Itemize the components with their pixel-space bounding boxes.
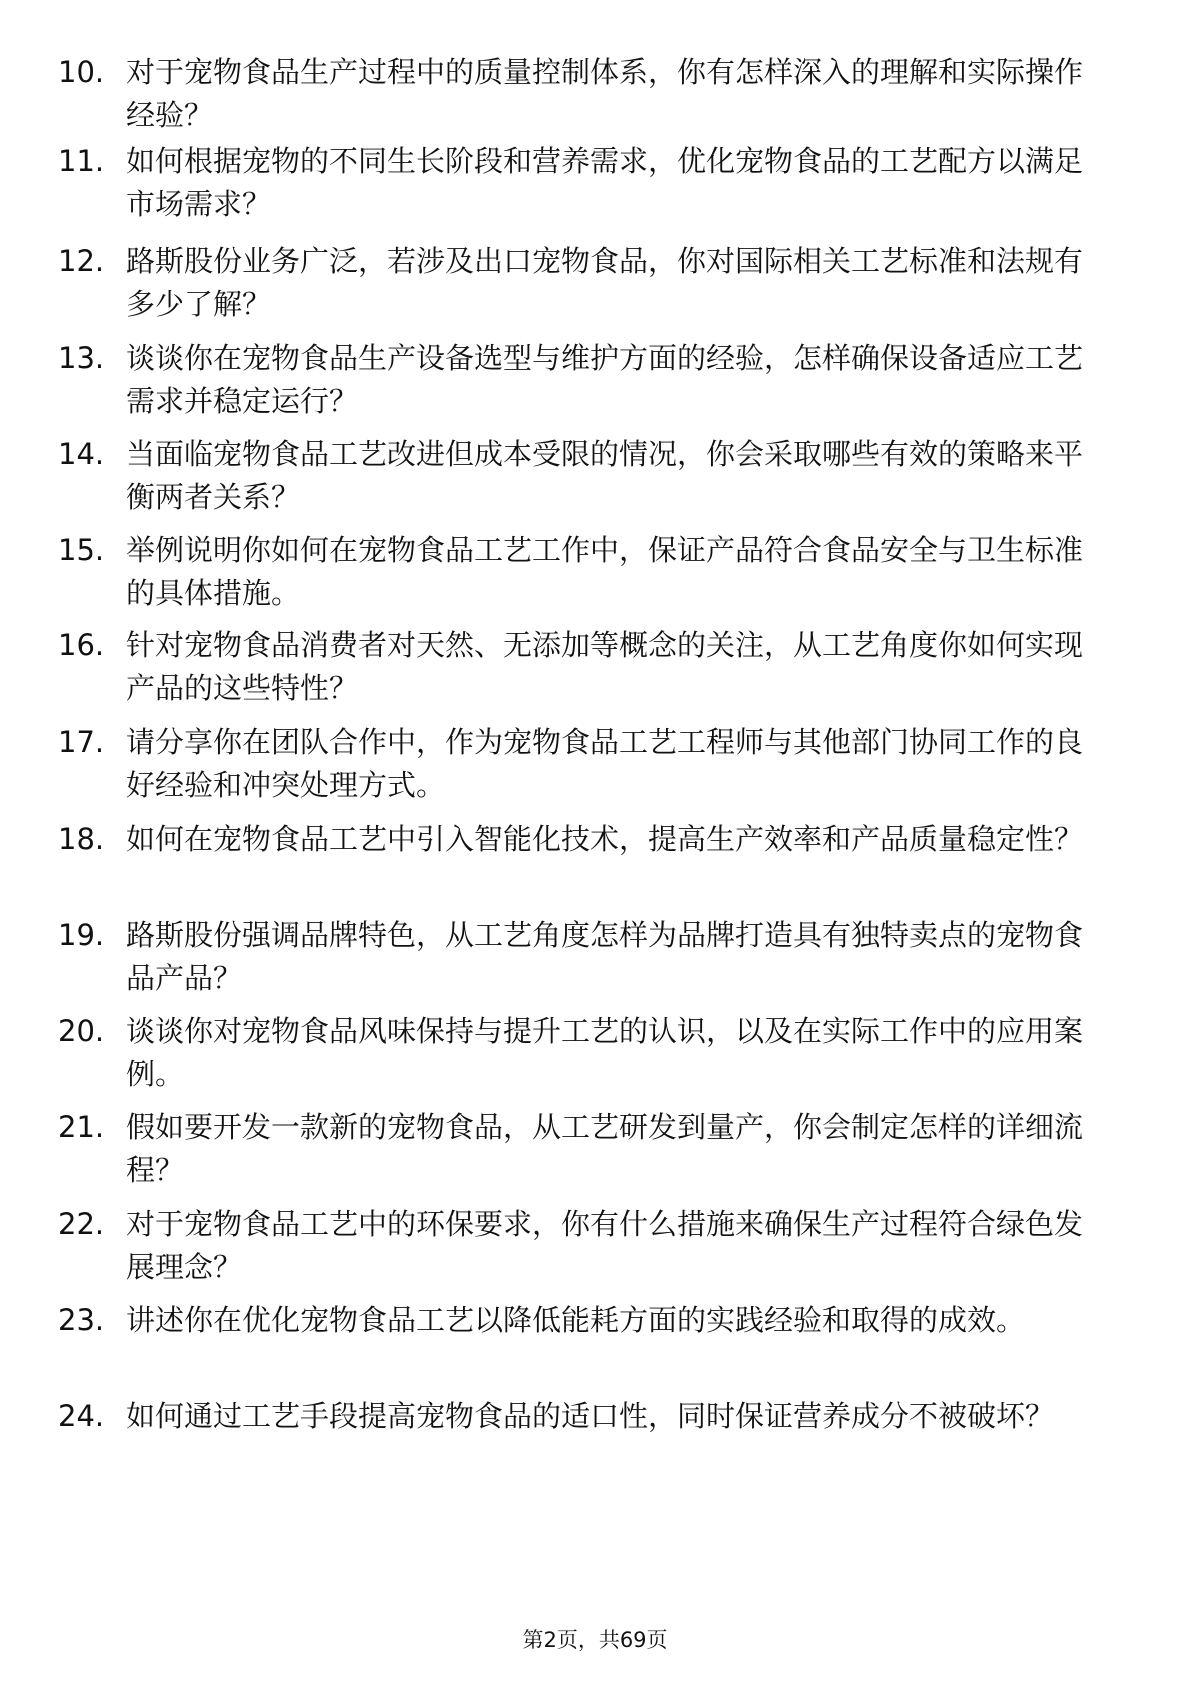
question-number: 18. <box>58 822 105 856</box>
question-item <box>58 1395 1108 1438</box>
question-item <box>58 818 1108 861</box>
question-item <box>58 721 1108 807</box>
question-item <box>58 1299 1108 1342</box>
question-number: 19. <box>58 918 105 952</box>
question-text: 如何在宠物食品工艺中引入智能化技术，提高生产效率和产品质量稳定性？ <box>126 822 1084 856</box>
question-number: 16. <box>58 628 105 662</box>
question-item <box>58 1010 1108 1096</box>
question-text: 路斯股份业务广泛，若涉及出口宠物食品，你对国际相关工艺标准和法规有多少了解？ <box>126 244 1084 321</box>
question-item <box>58 624 1108 710</box>
question-text: 路斯股份强调品牌特色，从工艺角度怎样为品牌打造具有独特卖点的宠物食品产品？ <box>126 918 1084 995</box>
question-number: 15. <box>58 533 105 567</box>
question-text: 假如要开发一款新的宠物食品，从工艺研发到量产，你会制定怎样的详细流程？ <box>126 1110 1084 1187</box>
question-item <box>58 529 1108 615</box>
question-text: 讲述你在优化宠物食品工艺以降低能耗方面的实践经验和取得的成效。 <box>126 1303 1026 1337</box>
question-text: 谈谈你在宠物食品生产设备选型与维护方面的经验，怎样确保设备适应工艺需求并稳定运行？ <box>126 341 1084 418</box>
question-text: 当面临宠物食品工艺改进但成本受限的情况，你会采取哪些有效的策略来平衡两者关系？ <box>126 437 1084 514</box>
question-number: 17. <box>58 725 105 759</box>
question-number: 24. <box>58 1399 105 1433</box>
question-text: 如何通过工艺手段提高宠物食品的适口性，同时保证营养成分不被破坏？ <box>126 1399 1055 1433</box>
question-text: 请分享你在团队合作中，作为宠物食品工艺工程师与其他部门协同工作的良好经验和冲突处理方式。 <box>126 725 1084 802</box>
question-item <box>58 433 1108 519</box>
question-number: 10. <box>58 55 105 89</box>
question-number: 14. <box>58 437 105 471</box>
question-text: 对于宠物食品工艺中的环保要求，你有什么措施来确保生产过程符合绿色发展理念？ <box>126 1207 1084 1284</box>
question-item <box>58 1106 1108 1192</box>
question-item <box>58 240 1108 326</box>
question-item <box>58 1203 1108 1289</box>
page-footer: 第2页，共69页 <box>522 1628 668 1652</box>
question-item <box>58 140 1108 226</box>
question-number: 23. <box>58 1303 105 1337</box>
question-item <box>58 337 1108 423</box>
question-number: 11. <box>58 144 105 178</box>
question-item <box>58 51 1108 137</box>
question-number: 22. <box>58 1207 105 1241</box>
question-number: 21. <box>58 1110 105 1144</box>
question-text: 谈谈你对宠物食品风味保持与提升工艺的认识，以及在实际工作中的应用案例。 <box>126 1014 1084 1091</box>
question-number: 13. <box>58 341 105 375</box>
question-item <box>58 914 1108 1000</box>
question-number: 12. <box>58 244 105 278</box>
question-text: 针对宠物食品消费者对天然、无添加等概念的关注，从工艺角度你如何实现产品的这些特性？ <box>126 628 1084 705</box>
question-text: 举例说明你如何在宠物食品工艺工作中，保证产品符合食品安全与卫生标准的具体措施。 <box>126 533 1084 610</box>
question-text: 对于宠物食品生产过程中的质量控制体系，你有怎样深入的理解和实际操作经验？ <box>126 55 1084 132</box>
question-text: 如何根据宠物的不同生长阶段和营养需求，优化宠物食品的工艺配方以满足市场需求？ <box>126 144 1084 221</box>
question-number: 20. <box>58 1014 105 1048</box>
